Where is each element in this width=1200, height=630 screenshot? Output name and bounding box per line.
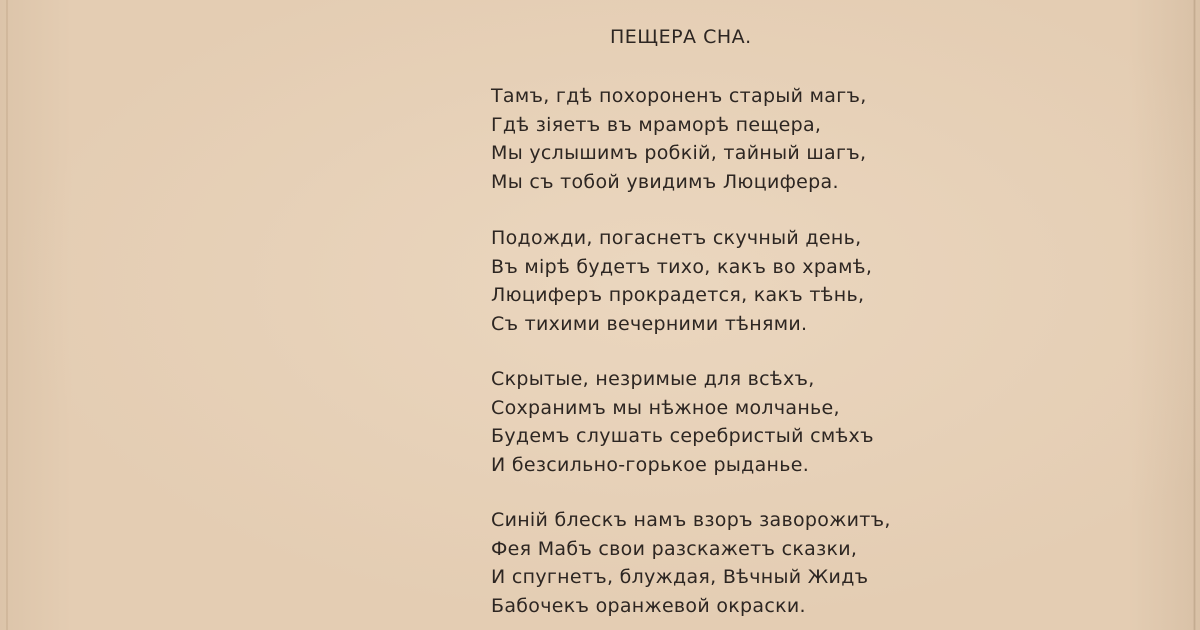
poem-line: Люциферъ прокрадется, какъ тѣнь, xyxy=(491,284,865,306)
stanza-4 xyxy=(491,506,891,620)
page-fold-left xyxy=(6,0,8,630)
poem-line: Фея Мабъ свои разскажетъ сказки, xyxy=(491,537,858,560)
poem-line: Тамъ, гдѣ похороненъ старый магъ, xyxy=(491,85,867,107)
poem-line: Будемъ слушать серебристый смѣхъ xyxy=(491,425,874,447)
poem-line: Сохранимъ мы нѣжное молчанье, xyxy=(491,396,840,419)
poem-title: ПЕЩЕРА СНА. xyxy=(610,26,752,48)
poem-line: И безсильно-горькое рыданье. xyxy=(491,453,810,476)
poem-line: Въ мірѣ будетъ тихо, какъ во храмѣ, xyxy=(491,255,873,278)
stanza-2 xyxy=(491,224,872,338)
poem-line: Мы услышимъ робкій, тайный шагъ, xyxy=(491,142,867,164)
poem-line: Подожди, погаснетъ скучный день, xyxy=(491,227,862,249)
poem-line: Съ тихими вечерними тѣнями. xyxy=(491,312,808,335)
stanza-1 xyxy=(491,82,867,196)
poem-line: И спугнетъ, блуждая, Вѣчный Жидъ xyxy=(491,566,869,588)
poem-line: Синій блескъ намъ взоръ заворожитъ, xyxy=(491,509,891,531)
poem-line: Мы съ тобой увидимъ Люцифера. xyxy=(491,170,839,193)
page-fold-right xyxy=(1193,0,1196,630)
poem-line: Гдѣ зіяетъ въ мраморѣ пещера, xyxy=(491,113,822,136)
stanza-3 xyxy=(491,365,874,479)
poem-line: Бабочекъ оранжевой окраски. xyxy=(491,594,806,617)
poem-line: Скрытые, незримые для всѣхъ, xyxy=(491,368,815,390)
